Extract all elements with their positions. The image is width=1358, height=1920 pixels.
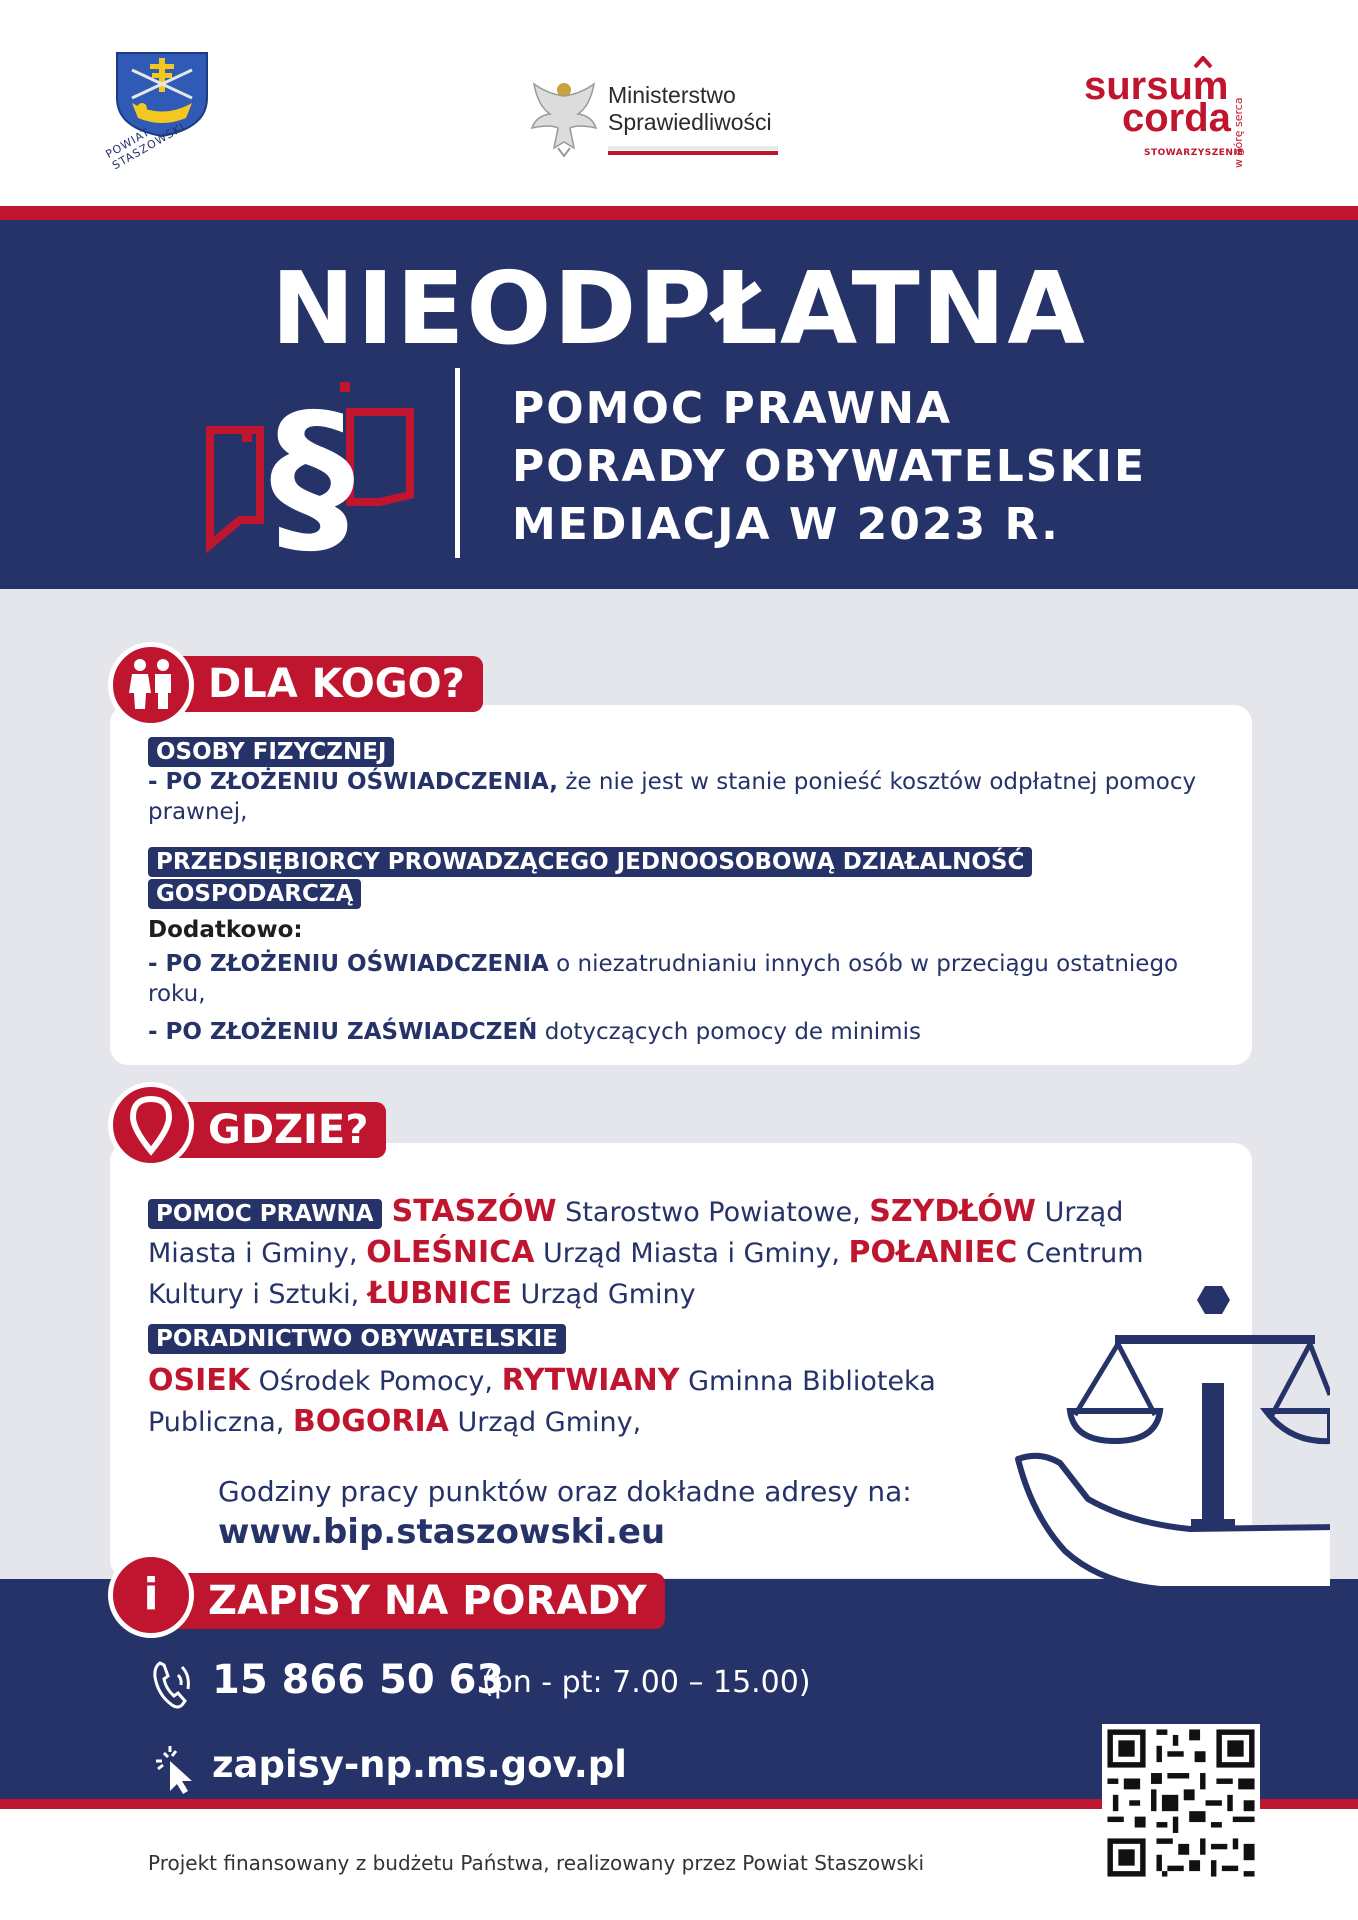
svg-text:§: §	[269, 378, 355, 576]
location-name: OLEŚNICA	[366, 1235, 535, 1270]
scales-icon	[1010, 1283, 1330, 1605]
who-item-1	[148, 949, 1228, 1009]
additionally-label: Dodatkowo:	[148, 917, 303, 943]
paragraph-icon	[200, 370, 420, 580]
phone-hours: (pn - pt: 7.00 – 15.00)	[482, 1665, 811, 1700]
flag-stripe-red	[608, 151, 778, 155]
who-item-1-bold: - PO ZŁOŻENIU OŚWIADCZENIA	[148, 951, 549, 977]
tag-civic-advice: PORADNICTWO OBYWATELSKIE	[148, 1324, 566, 1354]
footer-funding-note: Projekt finansowany z budżetu Państwa, realizowany przez Powiat Staszowski	[148, 1851, 925, 1875]
phone-number[interactable]: 15 866 50 63	[212, 1657, 505, 1703]
signup-website-link[interactable]: zapisy-np.ms.gov.pl	[212, 1743, 627, 1786]
location-desc: Gminna Biblioteka Publiczna,	[148, 1366, 936, 1438]
tag-individuals: OSOBY FIZYCZNEJ	[148, 737, 394, 767]
sursum-corda-logo	[1082, 56, 1272, 166]
sursum-association-label: STOWARZYSZENIE	[1144, 148, 1244, 158]
who-item-2	[148, 1017, 1228, 1047]
hours-info-text: Godziny pracy punktów oraz dokładne adresy na:	[218, 1475, 912, 1508]
who-item-1-rest: o niezatrudnianiu innych osób w przeciągu ostatniego roku,	[148, 951, 1179, 1007]
tag-entrepreneur-2: GOSPODARCZĄ	[148, 879, 361, 909]
location-desc: Centrum Kultury i Sztuki,	[148, 1238, 1144, 1310]
who-card	[110, 705, 1252, 1065]
ministry-line-1: Ministerstwo	[608, 82, 736, 108]
sursum-tagline: w górę serca	[1232, 97, 1245, 168]
qr-code[interactable]	[1102, 1724, 1260, 1882]
phone-icon	[152, 1657, 196, 1711]
people-icon	[108, 642, 194, 728]
who-content	[148, 737, 1228, 1047]
location-name: OSIEK	[148, 1363, 251, 1398]
sursum-word: sursum	[1084, 64, 1229, 108]
title-divider	[455, 368, 460, 558]
location-name: BOGORIA	[292, 1404, 449, 1439]
location-desc: Urząd Miasta i Gminy,	[148, 1197, 1124, 1269]
location-name: RYTWIANY	[501, 1363, 680, 1398]
civic-advice-locations	[148, 1362, 1048, 1444]
where-section-header: GDZIE?	[168, 1102, 386, 1158]
individuals-text	[148, 767, 1228, 827]
subtitle-line-2: PORADY OBYWATELSKIE	[512, 441, 1146, 492]
location-desc: Urząd Gminy,	[448, 1407, 642, 1438]
tag-legal-aid: POMOC PRAWNA	[148, 1199, 382, 1229]
who-item-2-bold: - PO ZŁOŻENIU ZAŚWIADCZEŃ	[148, 1019, 538, 1045]
corda-word: corda	[1122, 96, 1231, 140]
subtitle-line-1: POMOC PRAWNA	[512, 383, 953, 434]
location-name: ŁUBNICE	[367, 1276, 512, 1311]
location-desc: Urząd Gminy	[511, 1279, 696, 1310]
cursor-click-icon	[150, 1743, 198, 1795]
header-logos	[0, 0, 1358, 205]
powiat-logo-text: POWIAT STASZOWSKI	[103, 120, 188, 173]
location-desc: Starostwo Powiatowe,	[556, 1197, 870, 1228]
location-name: SZYDŁÓW	[869, 1194, 1037, 1229]
ministry-name	[608, 82, 772, 136]
flag-stripe-white	[608, 146, 778, 150]
location-name: POŁANIEC	[848, 1235, 1018, 1270]
tag-entrepreneur-1: PRZEDSIĘBIORCY PROWADZĄCEGO JEDNOOSOBOWĄ DZIAŁALNOŚĆ	[148, 847, 1032, 877]
location-name: STASZÓW	[391, 1194, 557, 1229]
bip-website-link[interactable]: www.bip.staszowski.eu	[218, 1512, 666, 1552]
eagle-emblem-icon	[528, 76, 600, 158]
title-band	[0, 206, 1358, 589]
ministry-of-justice-logo	[528, 76, 788, 162]
who-item-2-rest: dotyczących pomocy de minimis	[537, 1019, 921, 1045]
individuals-bold: - PO ZŁOŻENIU OŚWIADCZENIA,	[148, 769, 559, 795]
ministry-line-2: Sprawiedliwości	[608, 109, 772, 135]
individuals-rest: że nie jest w stanie ponieść kosztów odpłatnej pomocy prawnej,	[148, 769, 1197, 825]
location-pin-icon	[108, 1082, 194, 1168]
signup-section-header: ZAPISY NA PORADY	[168, 1573, 665, 1629]
location-desc: Urząd Miasta i Gminy,	[534, 1238, 849, 1269]
subtitle-block	[512, 380, 1146, 554]
who-section-header: DLA KOGO?	[168, 656, 483, 712]
info-icon: i	[108, 1552, 194, 1638]
location-desc: Ośrodek Pomocy,	[250, 1366, 502, 1397]
subtitle-line-3: MEDIACJA W 2023 R.	[512, 499, 1060, 550]
page-title: NIEODPŁATNA	[271, 250, 1087, 367]
